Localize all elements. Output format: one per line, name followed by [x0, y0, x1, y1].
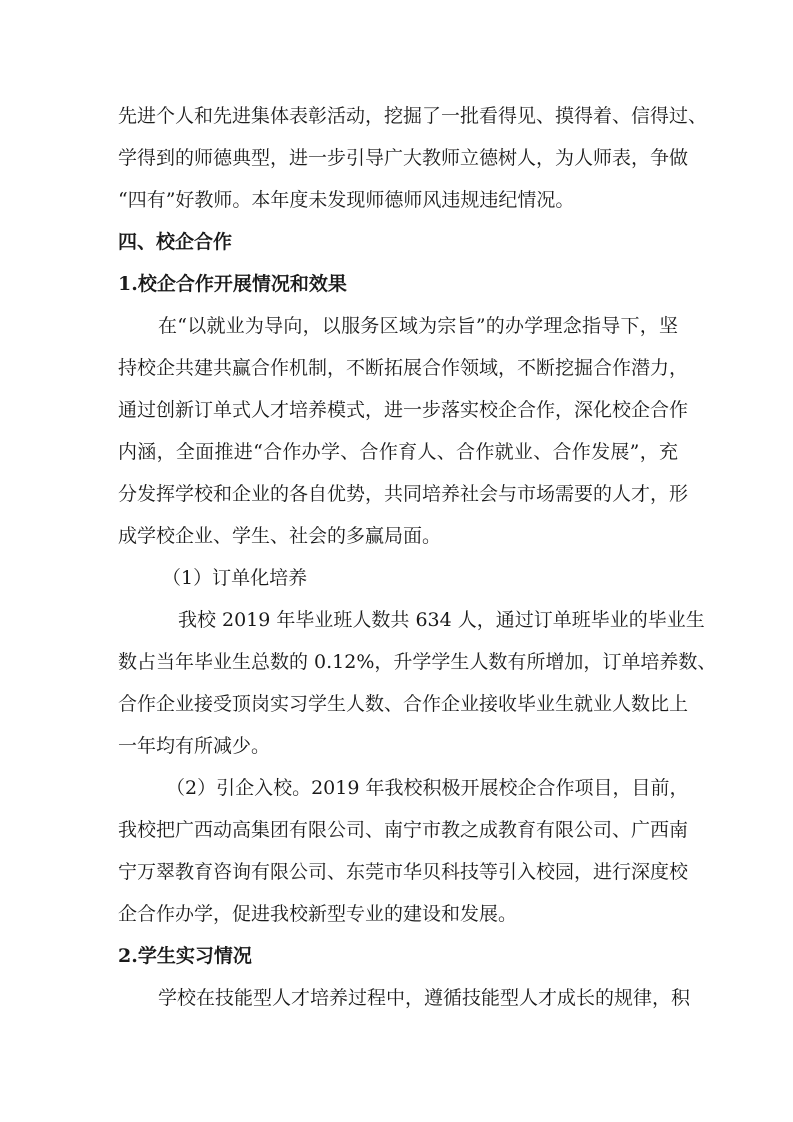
paragraph-3-line-1: 我校 2019 年毕业班人数共 634 人，通过订单班毕业的毕业生 — [178, 609, 705, 631]
section-heading-school-enterprise-cooperation: 四、校企合作 — [118, 231, 233, 253]
paragraph-2-line-6: 成学校企业、学生、社会的多赢局面。 — [118, 525, 442, 547]
paragraph-1-line-1: 先进个人和先进集体表彰活动，挖掘了一批看得见、摸得着、信得过、 — [118, 105, 708, 127]
paragraph-4-line-3: 宁万翠教育咨询有限公司、东莞市华贝科技等引入校园，进行深度校 — [118, 861, 689, 883]
subsection-heading-cooperation-status: 1.校企合作开展情况和效果 — [118, 273, 347, 295]
paragraph-2-line-5: 分发挥学校和企业的各自优势，共同培养社会与市场需要的人才，形 — [118, 483, 689, 505]
paragraph-2-line-3: 通过创新订单式人才培养模式，进一步落实校企合作，深化校企合作 — [118, 399, 689, 421]
paragraph-3-line-4: 一年均有所减少。 — [118, 735, 271, 757]
paragraph-5-line-1: 学校在技能型人才培养过程中，遵循技能型人才成长的规律，积 — [158, 987, 691, 1009]
paragraph-1-line-2: 学得到的师德典型，进一步引导广大教师立德树人，为人师表，争做 — [118, 147, 689, 169]
paragraph-3-line-2: 数占当年毕业生总数的 0.12%，升学学生人数有所增加，订单培养数、 — [118, 651, 717, 673]
item-1-title: （1）订单化培养 — [162, 567, 308, 589]
paragraph-4-line-4: 企合作办学，促进我校新型专业的建设和发展。 — [118, 903, 518, 925]
paragraph-4-line-1: （2）引企入校。2019 年我校积极开展校企合作项目，目前， — [166, 777, 689, 799]
paragraph-2-line-1: 在“以就业为导向，以服务区域为宗旨”的办学理念指导下，坚 — [158, 315, 678, 337]
paragraph-2-line-4: 内涵，全面推进“合作办学、合作育人、合作就业、合作发展”，充 — [118, 441, 678, 463]
paragraph-4-line-2: 我校把广西动高集团有限公司、南宁市教之成教育有限公司、广西南 — [118, 819, 689, 841]
subsection-heading-student-internship: 2.学生实习情况 — [118, 945, 252, 967]
paragraph-2-line-2: 持校企共建共赢合作机制，不断拓展合作领域，不断挖掘合作潜力， — [118, 357, 689, 379]
paragraph-3-line-3: 合作企业接受顶岗实习学生人数、合作企业接收毕业生就业人数比上 — [118, 693, 689, 715]
paragraph-1-line-3: “四有”好教师。本年度未发现师德师风违规违纪情况。 — [118, 189, 575, 211]
